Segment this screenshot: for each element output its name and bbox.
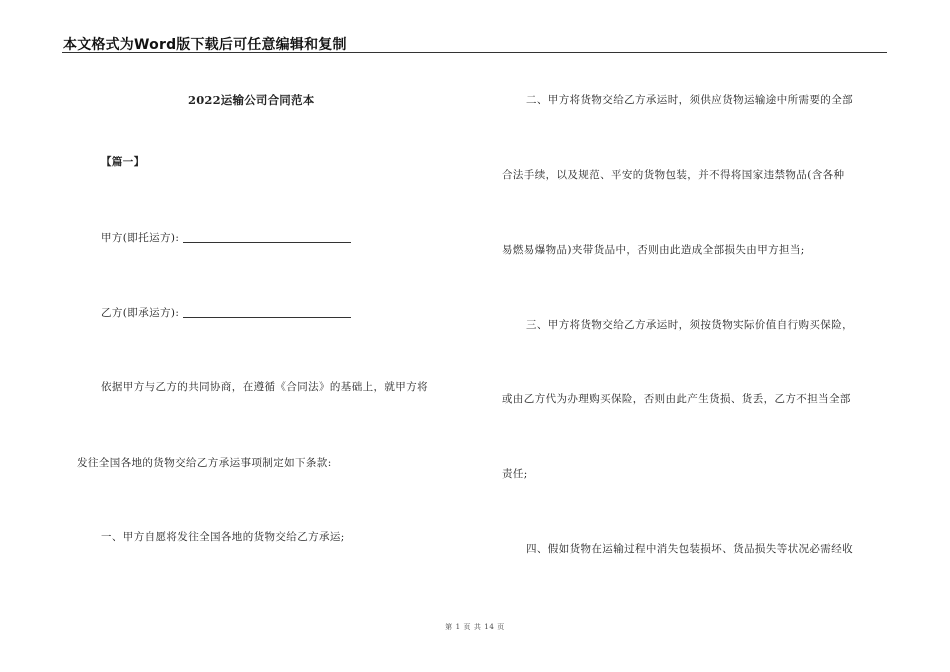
preamble-line-1: 依据甲方与乙方的共同协商，在遵循《合同法》的基础上，就甲方将: [101, 381, 428, 393]
clause-2-line-2: 合法手续，以及规范、平安的货物包装，并不得将国家违禁物品(含各种: [502, 169, 845, 181]
party-b-line: [101, 306, 351, 320]
party-a-blank: [183, 242, 351, 243]
section-label: 【篇一】: [101, 156, 145, 168]
document-banner: 本文格式为Word版下载后可任意编辑和复制: [63, 37, 347, 53]
party-a-line: [101, 231, 351, 245]
clause-3-line-3: 责任;: [502, 468, 528, 480]
party-b-blank: [183, 317, 351, 318]
clause-2-line-3: 易燃易爆物品)夹带货品中，否则由此造成全部损失由甲方担当;: [502, 244, 805, 256]
party-a-label: 甲方(即托运方):: [101, 232, 180, 244]
party-b-label: 乙方(即承运方):: [101, 307, 180, 319]
clause-3-line-1: 三、甲方将货物交给乙方承运时，须按货物实际价值自行购买保险，: [526, 319, 853, 331]
clause-3-line-2: 或由乙方代为办理购买保险，否则由此产生货损、货丢，乙方不担当全部: [502, 393, 851, 405]
clause-1: 一、甲方自愿将发往全国各地的货物交给乙方承运;: [101, 531, 345, 543]
document-title: 2022运输公司合同范本: [188, 93, 315, 107]
clause-2-line-1: 二、甲方将货物交给乙方承运时，须供应货物运输途中所需要的全部: [526, 94, 853, 106]
preamble-line-2: 发往全国各地的货物交给乙方承运事项制定如下条款:: [77, 457, 332, 469]
page-indicator: 第 1 页 共 14 页: [445, 623, 505, 631]
header-divider: [62, 52, 887, 53]
clause-4-line-1: 四、假如货物在运输过程中消失包装损坏、货品损失等状况必需经收: [526, 543, 853, 555]
